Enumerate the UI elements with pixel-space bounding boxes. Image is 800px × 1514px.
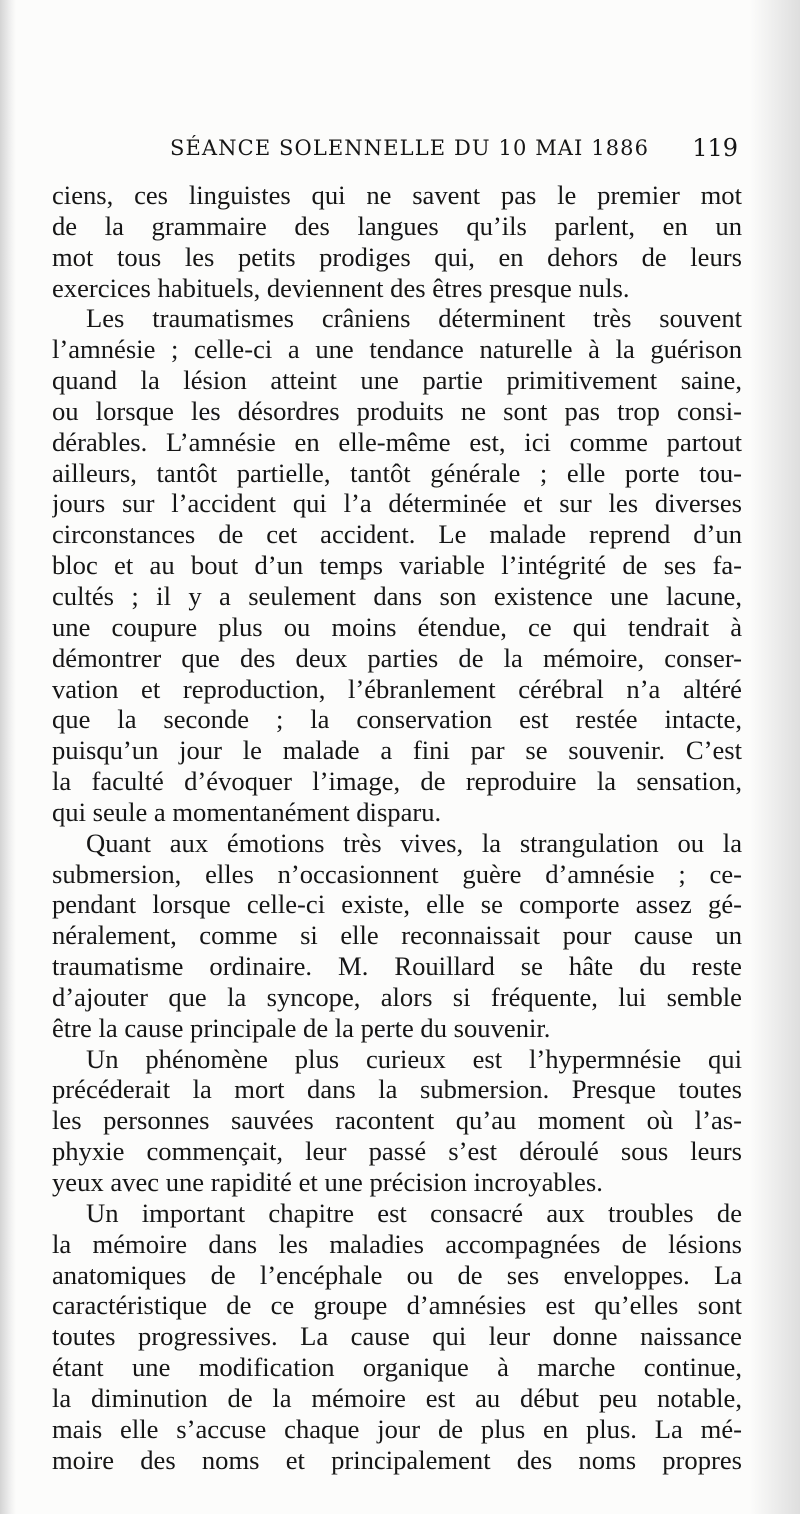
paragraph-first-line: Les traumatismes crâniens déterminent très souvent [86, 303, 742, 334]
text-line: quand la lésion atteint une partie primitivement saine, [52, 365, 742, 396]
text-line: traumatisme ordinaire. M. Rouillard se hâte du reste [52, 951, 742, 982]
text-line: une coupure plus ou moins étendue, ce qui tendrait à [52, 611, 742, 642]
text-line: vation et reproduction, l’ébranlement cérébral n’a altéré [52, 673, 742, 704]
text-line: cultés ; il y a seulement dans son existence une lacune, [52, 580, 742, 611]
body-text [52, 180, 742, 1475]
text-line: la faculté d’évoquer l’image, de reproduire la sensation, [52, 766, 742, 797]
text-line: moire des noms et principalement des noms propres [52, 1444, 742, 1475]
text-line: circonstances de cet accident. Le malade reprend d’un [52, 519, 742, 550]
text-line: de la grammaire des langues qu’ils parlent, en un [52, 210, 742, 241]
paragraph-first-line: Un phénomène plus curieux est l’hypermnésie qui [86, 1043, 742, 1074]
text-line: étant une modification organique à marche continue, [52, 1352, 742, 1383]
text-line: mot tous les petits prodiges qui, en dehors de leurs [52, 241, 742, 272]
text-line: ciens, ces linguistes qui ne savent pas le premier mot [52, 180, 742, 210]
text-line: la diminution de la mémoire est au début peu notable, [52, 1382, 742, 1413]
text-line: caractéristique de ce groupe d’amnésies est qu’elles sont [52, 1290, 742, 1321]
text-line: les personnes sauvées racontent qu’au moment où l’as- [52, 1105, 742, 1136]
page-number: 119 [692, 134, 738, 162]
text-line: l’amnésie ; celle-ci a une tendance naturelle à la guérison [52, 334, 742, 365]
text-line: précéderait la mort dans la submersion. Presque toutes [52, 1074, 742, 1105]
page-edge-shadow [750, 0, 800, 1514]
text-line: que la seconde ; la conservation est restée intacte, [52, 704, 742, 735]
text-line: anatomiques de l’encéphale ou de ses enveloppes. La [52, 1259, 742, 1290]
text-line: mais elle s’accuse chaque jour de plus en plus. La mé- [52, 1413, 742, 1444]
text-line: qui seule a momentanément disparu. [52, 796, 442, 827]
running-title: SÉANCE SOLENNELLE DU 10 MAI 1886 [170, 136, 650, 160]
text-line: phyxie commençait, leur passé s’est déroulé sous leurs [52, 1136, 742, 1167]
text-line: jours sur l’accident qui l’a déterminée et sur les diverses [52, 488, 742, 519]
text-line: ailleurs, tantôt partielle, tantôt générale ; elle porte tou- [52, 457, 742, 488]
text-line: puisqu’un jour le malade a fini par se souvenir. C’est [52, 735, 742, 766]
page-gutter-shadow [0, 0, 16, 1514]
text-line: d’ajouter que la syncope, alors si fréquente, lui semble [52, 981, 742, 1012]
text-line: être la cause principale de la perte du souvenir. [52, 1012, 551, 1043]
text-line: toutes progressives. La cause qui leur donne naissance [52, 1321, 742, 1352]
text-line: démontrer que des deux parties de la mémoire, conser- [52, 642, 742, 673]
text-line: pendant lorsque celle-ci existe, elle se comporte assez gé- [52, 889, 742, 920]
text-line: yeux avec une rapidité et une précision incroyables. [52, 1167, 603, 1197]
text-line: néralement, comme si elle reconnaissait pour cause un [52, 920, 742, 951]
running-head [52, 132, 742, 166]
text-line: dérables. L’amnésie en elle-même est, ici comme partout [52, 426, 742, 457]
text-line: bloc et au bout d’un temps variable l’intégrité de ses fa- [52, 550, 742, 581]
text-line: la mémoire dans les maladies accompagnées de lésions [52, 1228, 742, 1259]
text-line: submersion, elles n’occasionnent guère d’amnésie ; ce- [52, 858, 742, 889]
paragraph-first-line: Quant aux émotions très vives, la strangulation ou la [86, 827, 742, 858]
text-line: exercices habituels, deviennent des êtres presque nuls. [52, 272, 630, 303]
paragraph-first-line: Un important chapitre est consacré aux troubles de [86, 1197, 742, 1228]
text-line: ou lorsque les désordres produits ne sont pas trop consi- [52, 395, 742, 426]
